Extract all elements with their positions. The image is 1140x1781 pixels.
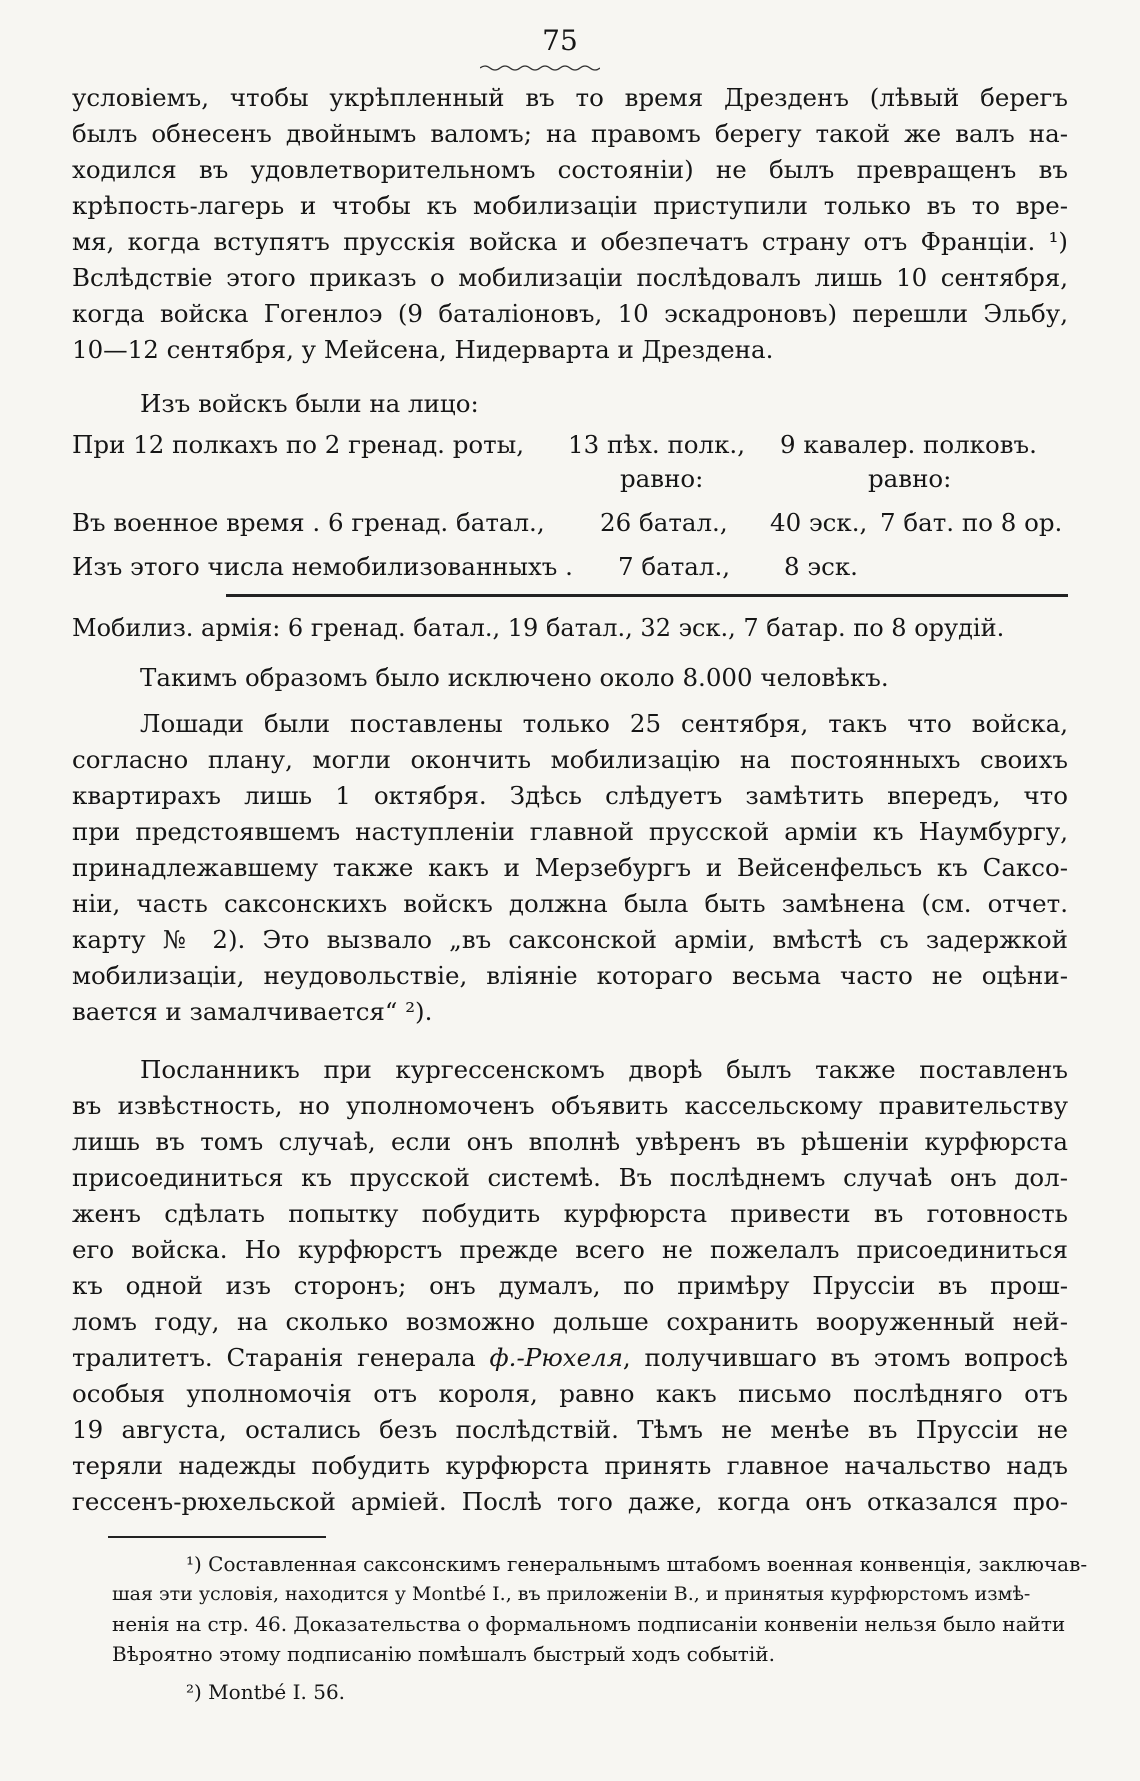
paragraph-2-line: вается и замалчивается“ ²). [72, 997, 433, 1026]
paragraph-3-line: ломъ году, на сколько возможно дольше сохранить вооруженный ней- [72, 1307, 1068, 1336]
paragraph-3-line: лишь въ томъ случаѣ, если онъ вполнѣ увѣренъ въ рѣшеніи курфюрста [72, 1127, 1068, 1156]
table-row-3-cell: 7 батал., [618, 552, 731, 581]
paragraph-3-line: его войска. Но курфюрстъ прежде всего не пожелалъ присоединиться [72, 1235, 1068, 1264]
paragraph-2-line: согласно плану, могли окончить мобилизацію на постоянныхъ своихъ [72, 745, 1068, 774]
table-equal-label: равно: [868, 464, 952, 493]
paragraph-3-text: , получившаго въ этомъ вопросѣ [622, 1343, 1068, 1372]
paragraph-2-line: карту № 2). Это вызвало „въ саксонской арміи, вмѣстѣ съ задержкой [72, 925, 1068, 954]
table-row-3-cell: Изъ этого числа немобилизованныхъ . [72, 552, 573, 581]
paragraph-1-line: 10—12 сентября, у Мейсена, Нидерварта и Дрездена. [72, 335, 774, 364]
troops-heading: Изъ войскъ были на лицо: [140, 389, 479, 418]
table-row-1-cell: 13 пѣх. полк., [568, 430, 745, 459]
paragraph-1-line: мя, когда вступятъ прусскія войска и обезпечатъ страну отъ Франціи. ¹) [72, 227, 1068, 256]
footnote-1-line: ¹) Составленная саксонскимъ генеральнымъ штабомъ военная конвенція, заключав- [186, 1552, 1088, 1576]
excluded-line: Такимъ образомъ было исключено около 8.000 человѣкъ. [140, 663, 889, 692]
paragraph-3-line: къ одной изъ сторонъ; онъ думалъ, по примѣру Пруссіи въ прош- [72, 1271, 1068, 1300]
table-row-2-cell: 26 батал., [600, 508, 728, 537]
paragraph-3-line [72, 1342, 1068, 1374]
page-number: 75 [542, 24, 578, 57]
footnote-1-line: Вѣроятно этому подписанію помѣшалъ быстрый ходъ событій. [112, 1642, 775, 1666]
paragraph-1-line: былъ обнесенъ двойнымъ валомъ; на правомъ берегу такой же валъ на- [72, 119, 1068, 148]
paragraph-2-line: ніи, часть саксонскихъ войскъ должна была быть замѣнена (см. отчет. [72, 889, 1068, 918]
footnote-1-line: шая эти условія, находится у Montbé I., въ приложеніи B., и принятыя курфюрстомъ измѣ- [112, 1583, 1031, 1605]
paragraph-3-line: женъ сдѣлать попытку побудить курфюрста привести въ готовность [72, 1199, 1068, 1228]
paragraph-1-line: когда войска Гогенлоэ (9 баталіоновъ, 10 эскадроновъ) перешли Эльбу, [72, 299, 1068, 328]
paragraph-3-line: гессенъ-рюхельской арміей. Послѣ того даже, когда онъ отказался про- [72, 1487, 1068, 1516]
paragraph-3-line: теряли надежды побудить курфюрста принять главное начальство надъ [72, 1451, 1068, 1480]
paragraph-3-line: присоединиться къ прусской системѣ. Въ послѣднемъ случаѣ онъ дол- [72, 1163, 1068, 1192]
paragraph-1-line: ходился въ удовлетворительномъ состояніи) не былъ превращенъ въ [72, 155, 1068, 184]
paragraph-1-line: Вслѣдствіе этого приказъ о мобилизаціи послѣдовалъ лишь 10 сентября, [72, 263, 1068, 292]
table-row-2-cell: 7 бат. по 8 ор. [880, 508, 1063, 537]
wavy-ornament [480, 64, 600, 72]
table-row-3-cell: 8 эск. [784, 552, 858, 581]
table-row-2-cell: 40 эск., [770, 508, 868, 537]
table-row-1-cell: При 12 полкахъ по 2 гренад. роты, [72, 430, 525, 459]
paragraph-1-line: условіемъ, чтобы укрѣпленный въ то время Дрезденъ (лѣвый берегъ [72, 83, 1068, 112]
general-name: ф.-Рюхеля [489, 1343, 623, 1372]
paragraph-3-line: 19 августа, остались безъ послѣдствій. Тѣмъ не менѣе въ Пруссіи не [72, 1415, 1068, 1444]
table-row-2-cell: Въ военное время . 6 гренад. батал., [72, 508, 545, 537]
paragraph-3-line: въ извѣстность, но уполномоченъ объявить кассельскому правительству [72, 1091, 1068, 1120]
table-total-rule [226, 594, 1068, 597]
paragraph-3-line: Посланникъ при кургессенскомъ дворѣ былъ также поставленъ [140, 1055, 1068, 1084]
footnote-1-line: ненія на стр. 46. Доказательства о формальномъ подписаніи конвеніи нельзя было найти [112, 1612, 1066, 1636]
paragraph-2-line: Лошади были поставлены только 25 сентября, такъ что войска, [140, 709, 1068, 738]
paragraph-1-line: крѣпость-лагерь и чтобы къ мобилизаціи приступили только въ то вре- [72, 191, 1068, 220]
table-row-1-cell: 9 кавалер. полковъ. [780, 430, 1037, 459]
paragraph-2-line: принадлежавшему также какъ и Мерзебургъ и Вейсенфельсъ къ Саксо- [72, 853, 1068, 882]
paragraph-2-line: мобилизаціи, неудовольствіе, вліяніе котораго весьма часто не оцѣни- [72, 961, 1068, 990]
table-total-line: Мобилиз. армія: 6 гренад. батал., 19 батал., 32 эск., 7 батар. по 8 орудій. [72, 614, 1005, 642]
table-equal-label: равно: [620, 464, 704, 493]
footnote-separator [108, 1536, 326, 1538]
paragraph-2-line: при предстоявшемъ наступленіи главной прусской арміи къ Наумбургу, [72, 817, 1068, 846]
paragraph-2-line: квартирахъ лишь 1 октября. Здѣсь слѣдуетъ замѣтить впередъ, что [72, 781, 1068, 810]
paragraph-3-text: тралитетъ. Старанія генерала [72, 1343, 476, 1372]
footnote-2: ²) Montbé I. 56. [186, 1680, 346, 1704]
paragraph-3-line: особыя уполномочія отъ короля, равно какъ письмо послѣдняго отъ [72, 1379, 1068, 1408]
